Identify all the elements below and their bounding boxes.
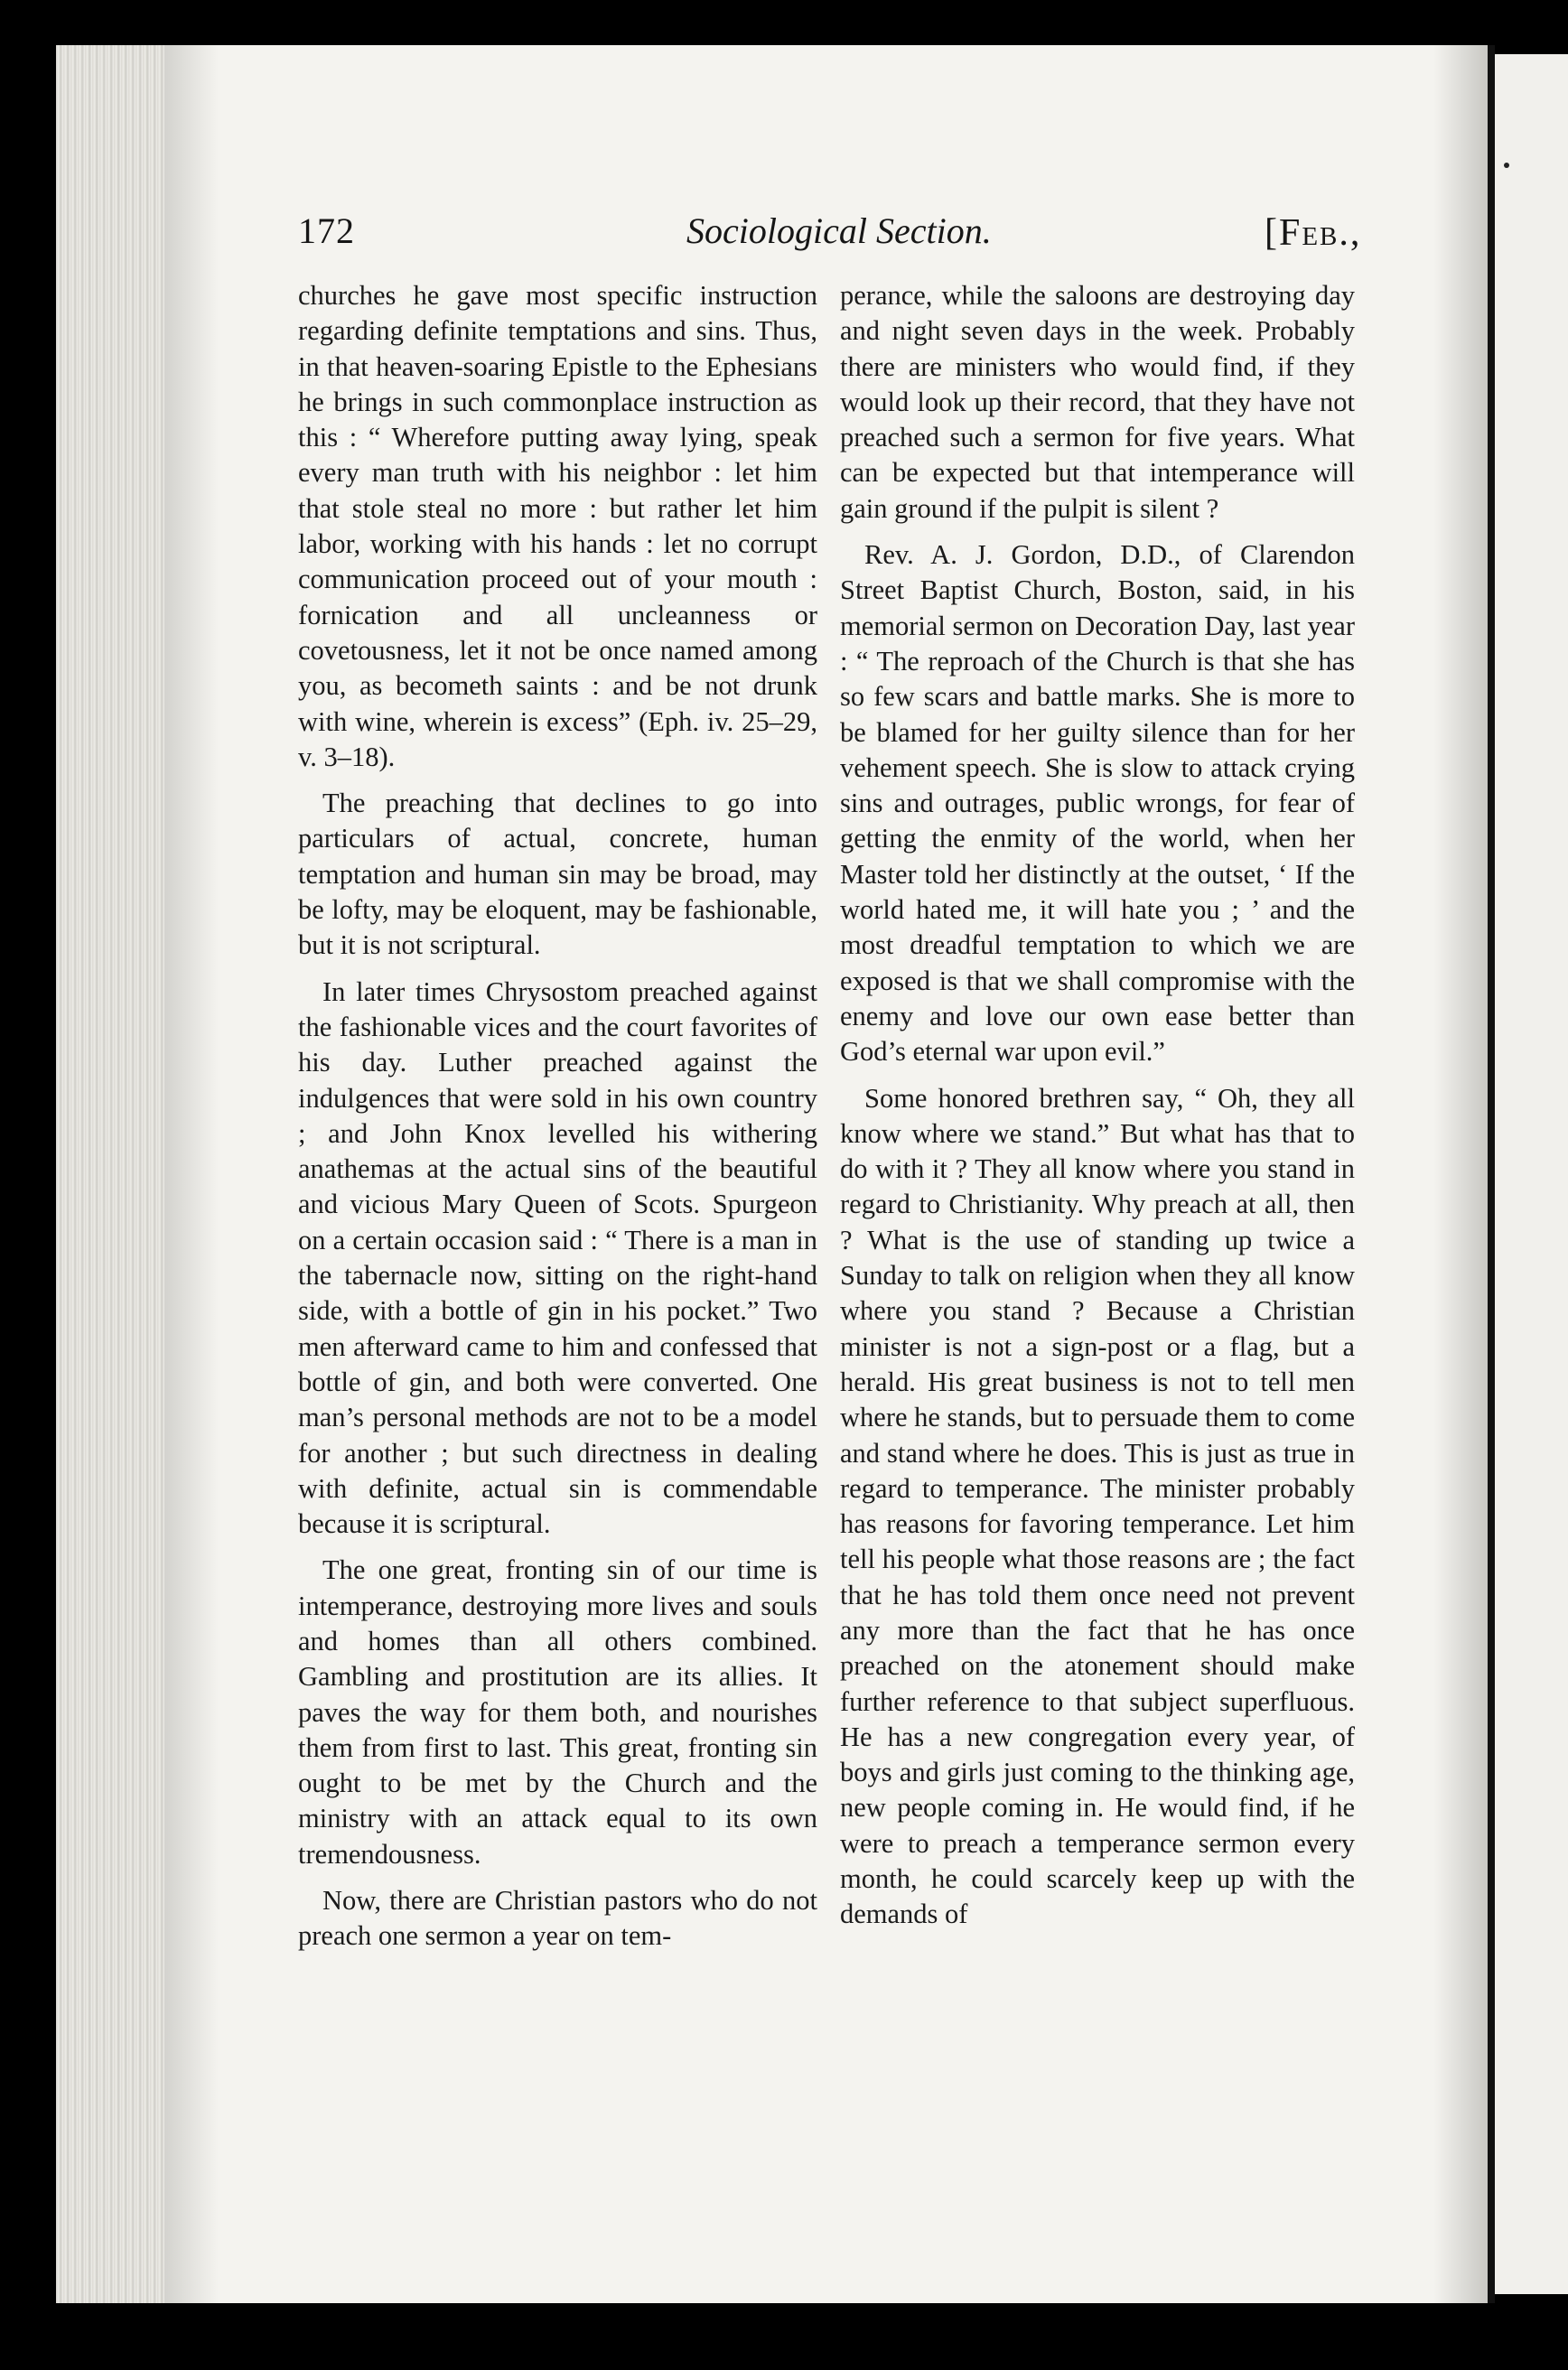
left-column [298, 278, 817, 1955]
page-edge-shadow [56, 45, 164, 2303]
adjacent-page-edge [1495, 54, 1568, 2294]
section-tag: [Feb., [1265, 212, 1362, 254]
paragraph: Some honored brethren say, “ Oh, they all know where we stand.” But what has that to do with it ? They all know where you stand in regard to Christianity. Why preach at all, then ? What is the use of standing up twice a Sunday to talk on religion when they all know where you stand ? Because a Christian minister is not a sign-post or a flag, but a herald. His great business is not to tell men where he stands, but to persuade them to come and stand where he does. This is just as true in regard to temperance. The minister probably has reasons for favoring temperance. Let him tell his people what those reasons are ; the fact that he has told them once need not prevent any more than the fact that he has once preached on the atonement should make further reference to that subject superfluous. He has a new congregation every year, of boys and girls just coming to the thinking age, new people coming in. He would find, if he were to preach a temperance sermon every month, he could scarcely keep up with the demands of [840, 1082, 1356, 1930]
page-gap [1488, 45, 1495, 2303]
paragraph: In later times Chrysostom preached against the fashionable vices and the court favorites of his day. Luther preached against the indulgences that were sold in his own country ; and John Knox levelled his withering anathemas at the actual sins of the beautiful and vicious Mary Queen of Scots. Spurgeon on a certain occasion said : “ There is a man in the tabernacle now, sitting on the right-hand side, with a bottle of gin in his pocket.” Two men afterward came to him and confessed that bottle of gin, and both were converted. One man’s personal methods are not to be a model for another ; but such directness in dealing with definite, actual sin is commendable because it is scriptural. [298, 975, 817, 1540]
right-edge-shade [1433, 45, 1488, 2303]
running-header [298, 210, 1386, 255]
paragraph: The one great, fronting sin of our time is intemperance, destroying more lives and souls and homes than all others combined. Gambling and prostitution are its allies. It paves the way for them both, and nourishes them from first to last. This great, fronting sin ought to be met by the Church and the ministry with an attack equal to its own tremendousness. [298, 1554, 817, 1870]
paragraph: The preaching that declines to go into particulars of actual, concrete, human temptation and human sin may be broad, may be lofty, may be eloquent, may be fashionable, but it is not scriptural. [298, 788, 817, 961]
running-title: Sociological Section. [686, 210, 992, 251]
paragraph: churches he gave most specific instruction regarding definite temptations and sins. Thus, in that heaven-soaring Epistle to the Ephesians he brings in such commonplace instruction as this : “ Wherefore putting away lying, speak every man truth with his neighbor : let him that stole steal no more : but rather let him labor, working with his hands : let no corrupt communication proceed out of your mouth : fornication and all uncleanness or covetousness, let it not be once named among you, as becometh saints : and be not drunk with wine, wherein is excess” (Eph. iv. 25–29, v. 3–18). [298, 280, 817, 772]
gutter-shade [164, 45, 219, 2303]
right-column [840, 278, 1355, 1933]
paragraph: Now, there are Christian pastors who do not preach one sermon a year on tem- [298, 1885, 817, 1952]
paragraph: perance, while the saloons are destroying day and night seven days in the week. Probably there are ministers who would find, if they would look up their record, that they have not preached such a sermon for five years. What can be expected but that intemperance will gain ground if the pulpit is silent ? [840, 280, 1355, 524]
paragraph: Rev. A. J. Gordon, D.D., of Clarendon Street Baptist Church, Boston, said, in his memorial sermon on Decoration Day, last year : “ The reproach of the Church is that she has so few scars and battle marks. She is more to be blamed for her guilty silence than for her vehement speech. She is slow to attack crying sins and outrages, public wrongs, for fear of getting the enmity of the world, when her Master told her distinctly at the outset, ‘ If the world hated me, it will hate you ; ’ and the most dreadful temptation to which we are exposed is that we shall compromise with the enemy and love our own ease better than God’s eternal war upon evil.” [840, 539, 1355, 1068]
speck [1504, 163, 1509, 168]
page-number: 172 [298, 210, 355, 251]
